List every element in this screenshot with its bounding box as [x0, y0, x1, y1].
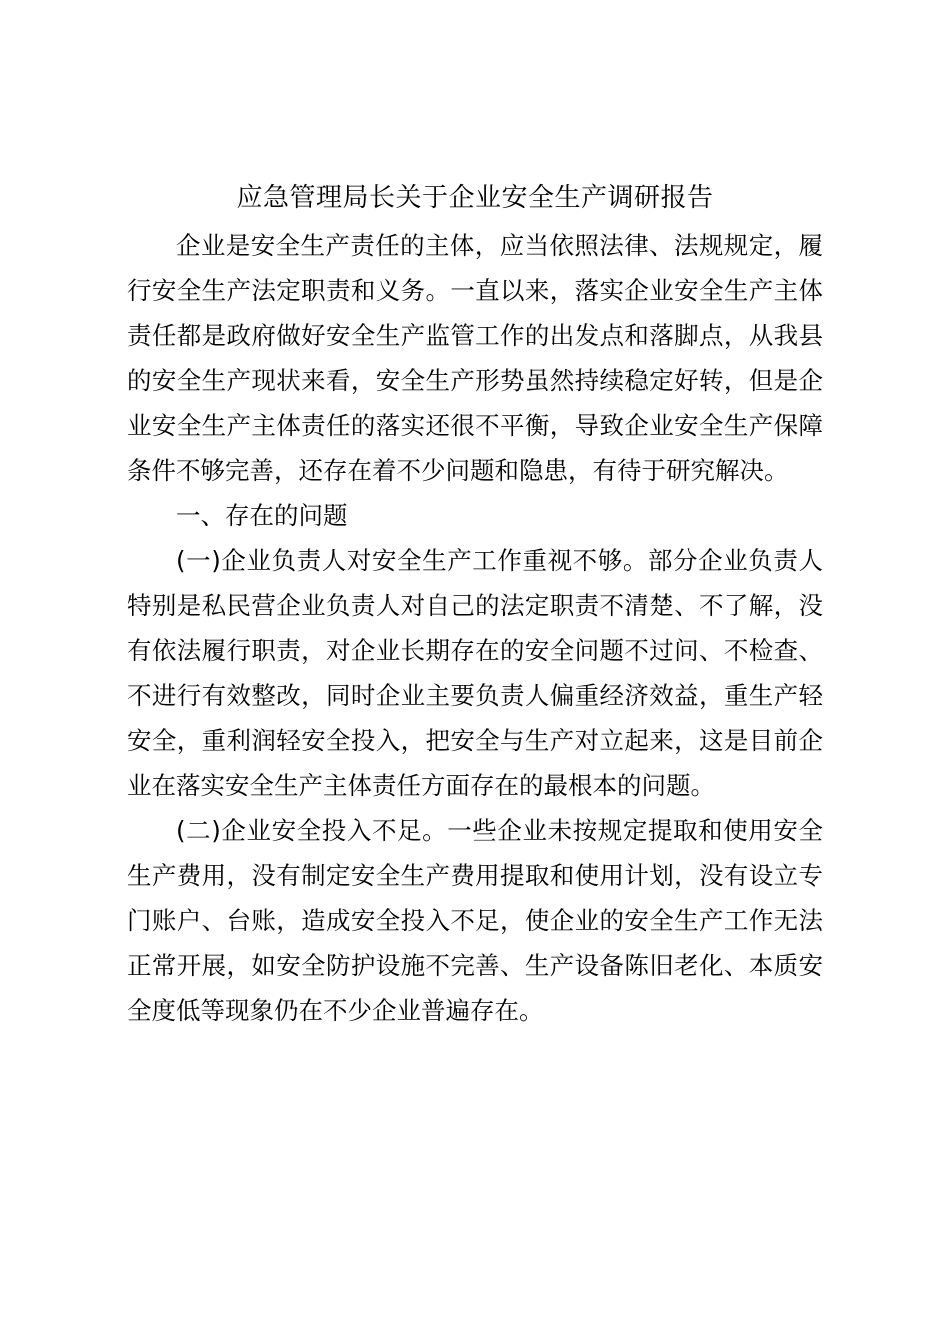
section-heading-problems: 一、存在的问题 — [176, 501, 348, 530]
document-title: 应急管理局长关于企业安全生产调研报告 — [236, 183, 714, 213]
paragraph-problem-2: (二)企业安全投入不足。一些企业未按规定提取和使用安全生产费用，没有制定安全生产费用提取和使用计划，没有设立专门账户、台账，造成安全投入不足，使企业的安全生产工作无法正常开展，如安全防护设施不完善、生产设备陈旧老化、本质安全度低等现象仍在不少企业普遍存在。 — [127, 816, 823, 1025]
document-body — [127, 223, 823, 1033]
paragraph-intro: 企业是安全生产责任的主体，应当依照法律、法规规定，履行安全生产法定职责和义务。一直以来，落实企业安全生产主体责任都是政府做好安全生产监管工作的出发点和落脚点，从我县的安全生产现状来看，安全生产形势虽然持续稳定好转，但是企业安全生产主体责任的落实还很不平衡，导致企业安全生产保障条件不够完善，还存在着不少问题和隐患，有待于研究解决。 — [127, 231, 823, 485]
paragraph-problem-1: (一)企业负责人对安全生产工作重视不够。部分企业负责人特别是私民营企业负责人对自己的法定职责不清楚、不了解，没有依法履行职责，对企业长期存在的安全问题不过问、不检查、不进行有效整改，同时企业主要负责人偏重经济效益，重生产轻安全，重利润轻安全投入，把安全与生产对立起来，这是目前企业在落实安全生产主体责任方面存在的最根本的问题。 — [127, 546, 823, 800]
